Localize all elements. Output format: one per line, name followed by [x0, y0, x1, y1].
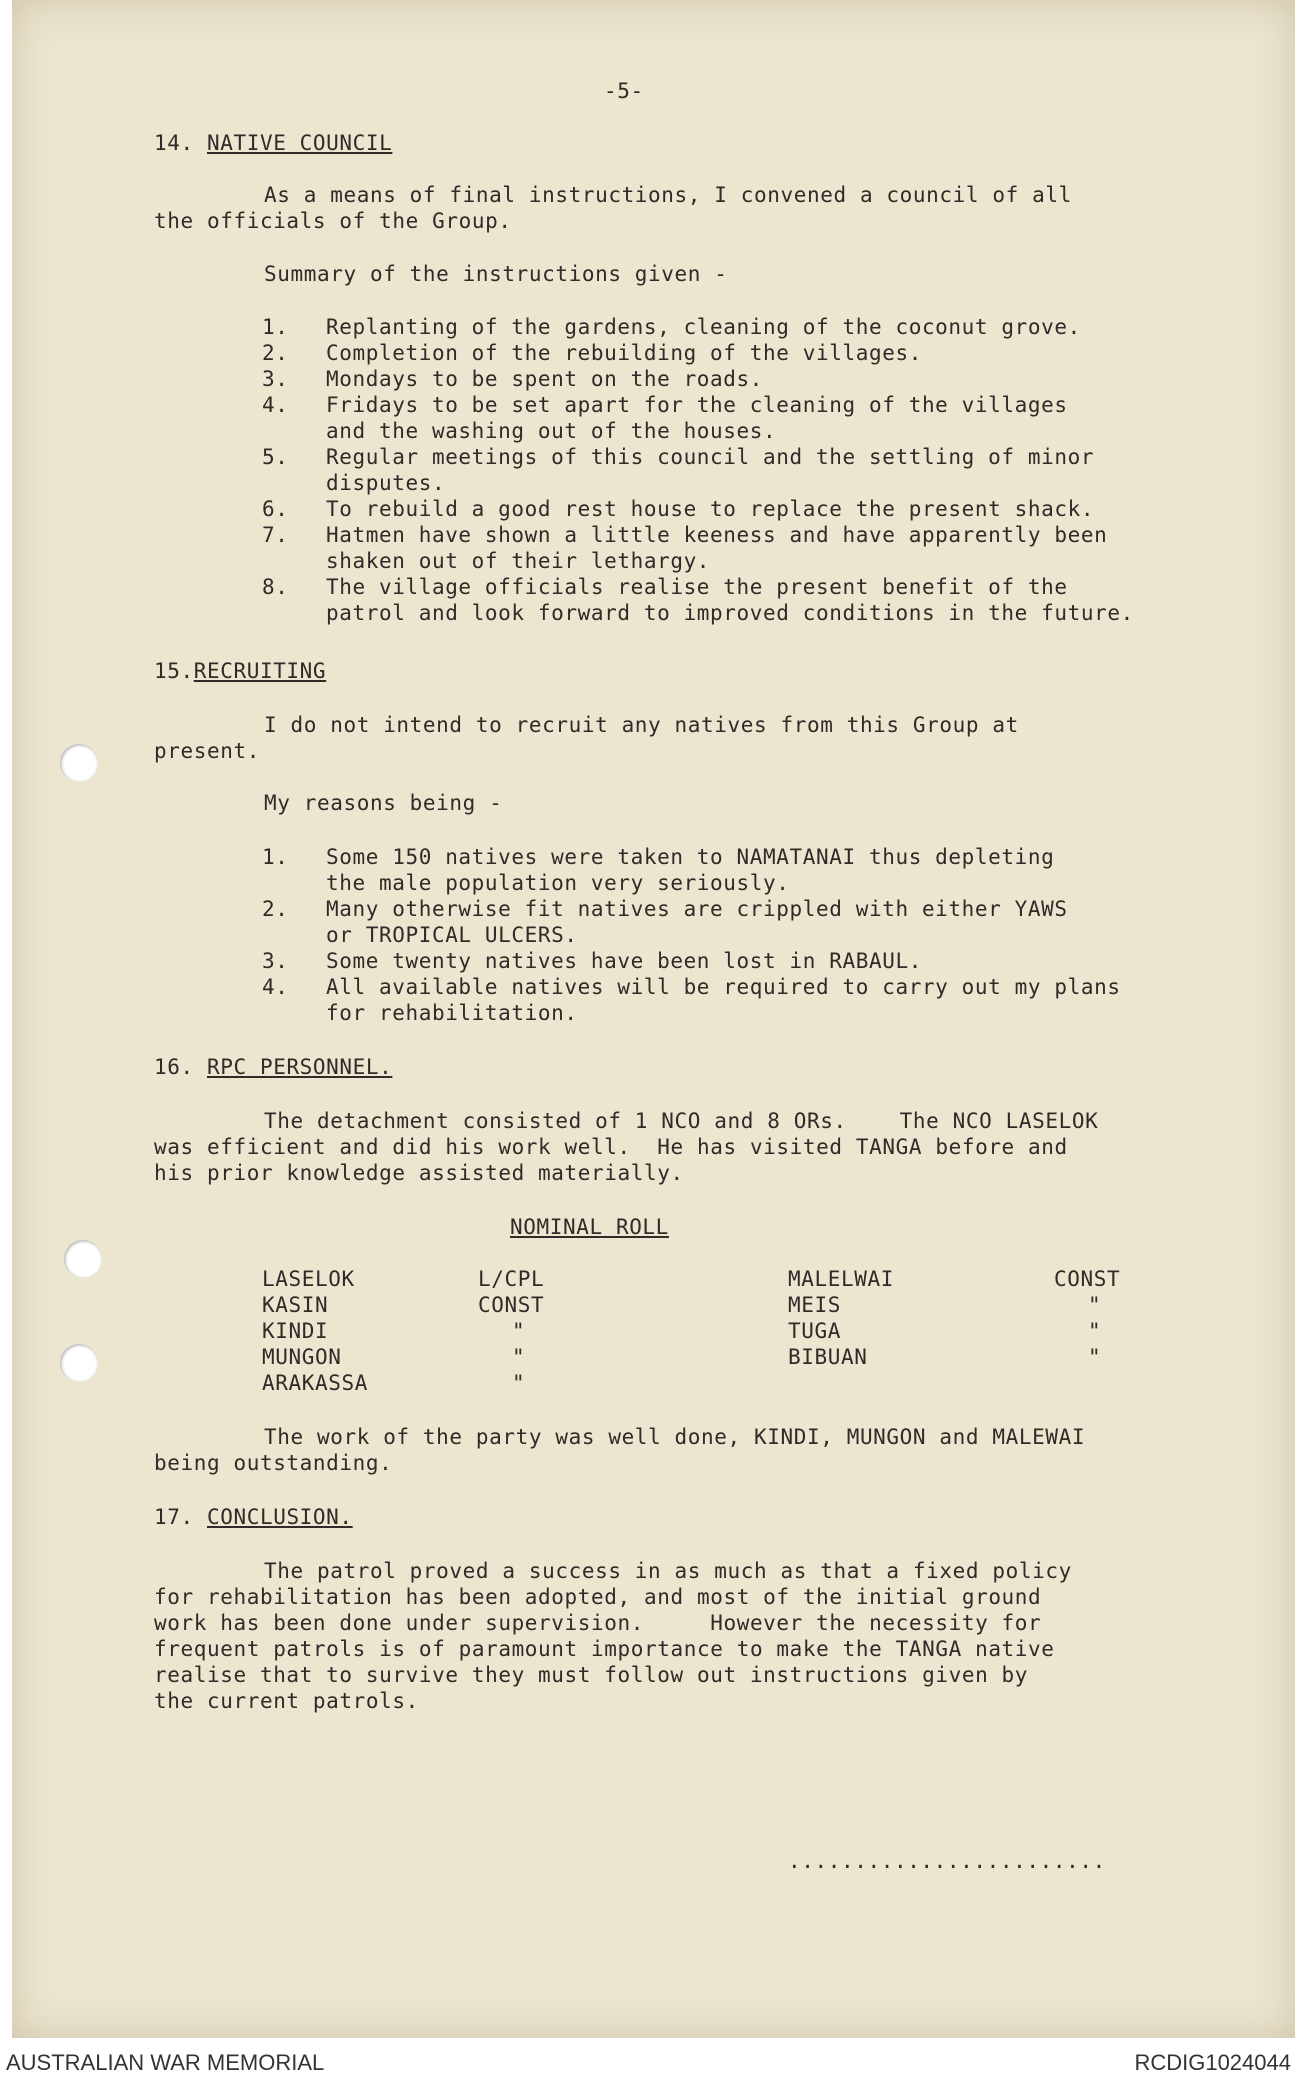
list-item-text: disputes. — [326, 471, 446, 495]
roll-rank: " — [1088, 1345, 1102, 1369]
roll-rank: " — [512, 1345, 526, 1369]
section-15-reasons: My reasons being - — [264, 791, 503, 815]
roll-name: TUGA — [788, 1319, 841, 1343]
punch-hole — [64, 1240, 102, 1278]
section-14-para-line: the officials of the Group. — [154, 209, 512, 233]
archive-id: RCDIG1024044 — [1134, 2050, 1291, 2075]
archive-credit: AUSTRALIAN WAR MEMORIAL — [6, 2050, 325, 2075]
roll-title-text: NOMINAL ROLL — [510, 1215, 669, 1239]
section-16-heading — [154, 1054, 392, 1080]
roll-name: KINDI — [262, 1319, 329, 1343]
section-17-para-line: work has been done under supervision. However the necessity for — [154, 1611, 1042, 1635]
list-number: 5. — [262, 445, 289, 469]
section-number: 15. — [154, 659, 194, 683]
list-item-text: Fridays to be set apart for the cleaning of the villages — [326, 393, 1068, 417]
section-title: NATIVE COUNCIL — [206, 131, 393, 155]
list-item-text: Some 150 natives were taken to NAMATANAI thus depleting — [326, 845, 1055, 869]
section-17-para-line: realise that to survive they must follow out instructions given by — [154, 1663, 1029, 1687]
section-14-heading — [154, 130, 392, 156]
roll-rank: " — [1088, 1319, 1102, 1343]
nominal-roll-title — [510, 1214, 669, 1240]
list-number: 6. — [262, 497, 289, 521]
section-14-para-line: As a means of final instructions, I convened a council of all — [264, 183, 1072, 207]
list-item-text: The village officials realise the present benefit of the — [326, 575, 1068, 599]
end-marker: ........................ — [788, 1849, 1106, 1873]
section-number: 14. — [154, 131, 194, 155]
section-number: 16. — [154, 1055, 194, 1079]
roll-rank: CONST — [478, 1293, 545, 1317]
section-16-para2-line: The work of the party was well done, KINDI, MUNGON and MALEWAI — [264, 1425, 1086, 1449]
list-item-text: Some twenty natives have been lost in RABAUL. — [326, 949, 922, 973]
roll-rank: L/CPL — [478, 1267, 545, 1291]
roll-rank: " — [512, 1371, 526, 1395]
list-number: 4. — [262, 393, 289, 417]
roll-name: MUNGON — [262, 1345, 342, 1369]
page-number: -5- — [604, 79, 644, 103]
list-item-text: Hatmen have shown a little keeness and have apparently been — [326, 523, 1108, 547]
roll-name: BIBUAN — [788, 1345, 868, 1369]
list-item-text: the male population very seriously. — [326, 871, 790, 895]
roll-name: KASIN — [262, 1293, 329, 1317]
section-title: CONCLUSION. — [206, 1505, 353, 1529]
roll-rank: " — [1088, 1293, 1102, 1317]
list-item-text: for rehabilitation. — [326, 1001, 578, 1025]
list-item-text: Mondays to be spent on the roads. — [326, 367, 764, 391]
list-number: 8. — [262, 575, 289, 599]
list-item-text: To rebuild a good rest house to replace the present shack. — [326, 497, 1095, 521]
section-15-para-line: present. — [154, 739, 260, 763]
section-number: 17. — [154, 1505, 194, 1529]
list-number: 1. — [262, 845, 289, 869]
section-15-heading — [154, 658, 326, 684]
list-item-text: Replanting of the gardens, cleaning of the coconut grove. — [326, 315, 1081, 339]
roll-name: MEIS — [788, 1293, 841, 1317]
section-title: RECRUITING — [193, 659, 327, 683]
list-number: 2. — [262, 897, 289, 921]
list-number: 1. — [262, 315, 289, 339]
section-14-summary: Summary of the instructions given - — [264, 262, 728, 286]
list-item-text: Regular meetings of this council and the settling of minor — [326, 445, 1095, 469]
list-item-text: or TROPICAL ULCERS. — [326, 923, 578, 947]
list-number: 3. — [262, 949, 289, 973]
section-15-para-line: I do not intend to recruit any natives from this Group at — [264, 713, 1019, 737]
section-16-para-line: his prior knowledge assisted materially. — [154, 1161, 684, 1185]
roll-rank: CONST — [1054, 1267, 1121, 1291]
list-number: 3. — [262, 367, 289, 391]
punch-hole — [60, 1344, 98, 1382]
roll-rank: " — [512, 1319, 526, 1343]
list-number: 7. — [262, 523, 289, 547]
punch-hole — [60, 744, 98, 782]
section-16-para-line: was efficient and did his work well. He has visited TANGA before and — [154, 1135, 1068, 1159]
list-item-text: shaken out of their lethargy. — [326, 549, 711, 573]
roll-name: MALELWAI — [788, 1267, 894, 1291]
roll-name: LASELOK — [262, 1267, 355, 1291]
section-17-heading — [154, 1504, 353, 1530]
list-item-text: Many otherwise fit natives are crippled with either YAWS — [326, 897, 1068, 921]
section-16-para-line: The detachment consisted of 1 NCO and 8 ORs. The NCO LASELOK — [264, 1109, 1099, 1133]
paper-sheet — [12, 0, 1295, 2038]
list-item-text: Completion of the rebuilding of the villages. — [326, 341, 922, 365]
section-17-para-line: frequent patrols is of paramount importance to make the TANGA native — [154, 1637, 1055, 1661]
section-17-para-line: the current patrols. — [154, 1689, 419, 1713]
list-item-text: patrol and look forward to improved conditions in the future. — [326, 601, 1134, 625]
section-title: RPC PERSONNEL. — [206, 1055, 393, 1079]
list-item-text: and the washing out of the houses. — [326, 419, 777, 443]
roll-name: ARAKASSA — [262, 1371, 368, 1395]
list-number: 4. — [262, 975, 289, 999]
list-number: 2. — [262, 341, 289, 365]
section-17-para-line: The patrol proved a success in as much as that a fixed policy — [264, 1559, 1072, 1583]
section-16-para2-line: being outstanding. — [154, 1451, 393, 1475]
section-17-para-line: for rehabilitation has been adopted, and most of the initial ground — [154, 1585, 1042, 1609]
list-item-text: All available natives will be required to carry out my plans — [326, 975, 1121, 999]
